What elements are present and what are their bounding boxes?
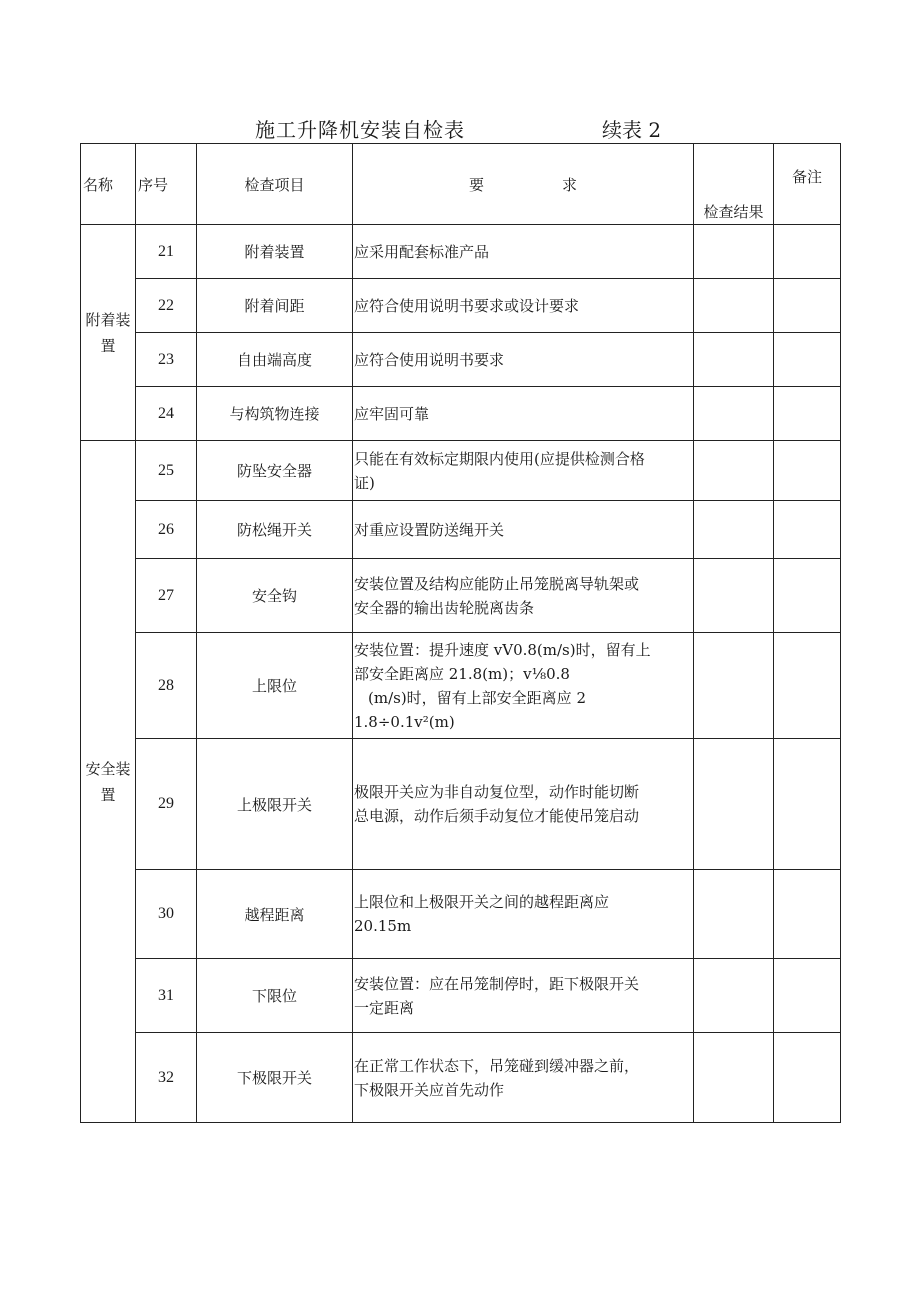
- note-cell[interactable]: [774, 739, 841, 870]
- requirement-line: 上限位和上极限开关之间的越程距离应: [354, 893, 610, 911]
- group-name-line: 附着装: [85, 310, 131, 329]
- result-cell[interactable]: [694, 870, 774, 959]
- row-number: 24: [136, 387, 197, 441]
- requirement-line: 1.8÷0.1v²(m): [354, 712, 455, 731]
- table-row: [81, 441, 841, 501]
- result-cell[interactable]: [694, 441, 774, 501]
- result-cell[interactable]: [694, 279, 774, 333]
- check-item: 防坠安全器: [197, 441, 353, 501]
- table-row: [81, 387, 841, 441]
- requirement-line: 应符合使用说明书要求或设计要求: [354, 296, 580, 315]
- check-item: 附着装置: [197, 225, 353, 279]
- header-requirement: [353, 144, 694, 225]
- continuation-label: 续表 2: [602, 118, 662, 142]
- row-number: 31: [136, 959, 197, 1033]
- requirement-line: 一定距离: [354, 998, 415, 1017]
- requirement-line: 证): [354, 473, 375, 492]
- result-cell[interactable]: [694, 1033, 774, 1123]
- group-name-line: 置: [100, 336, 116, 355]
- header-name: 名称: [81, 144, 136, 225]
- note-cell[interactable]: [774, 959, 841, 1033]
- row-number: 21: [136, 225, 197, 279]
- header-note: 备注: [774, 144, 841, 225]
- note-cell[interactable]: [774, 1033, 841, 1123]
- form-title: 施工升降机安装自检表: [255, 118, 465, 142]
- result-cell[interactable]: [694, 333, 774, 387]
- requirement: [353, 441, 694, 501]
- check-item: 防松绳开关: [197, 501, 353, 559]
- group-name-line: 置: [100, 785, 116, 804]
- result-cell[interactable]: [694, 959, 774, 1033]
- check-item: 越程距离: [197, 870, 353, 959]
- requirement: [353, 559, 694, 633]
- table-row: [81, 633, 841, 739]
- check-item: 与构筑物连接: [197, 387, 353, 441]
- requirement-line: 只能在有效标定期限内使用(应提供检测合格: [354, 449, 645, 468]
- requirement: [353, 633, 694, 739]
- table-row: [81, 333, 841, 387]
- check-item: 附着间距: [197, 279, 353, 333]
- row-number: 30: [136, 870, 197, 959]
- result-cell[interactable]: [694, 559, 774, 633]
- note-cell[interactable]: [774, 279, 841, 333]
- requirement-line: 安装位置：应在吊笼制停时，距下极限开关: [354, 974, 640, 993]
- result-cell[interactable]: [694, 387, 774, 441]
- result-cell[interactable]: [694, 739, 774, 870]
- check-item: 下极限开关: [197, 1033, 353, 1123]
- table-row: [81, 559, 841, 633]
- requirement: [353, 870, 694, 959]
- requirement-line: 安装位置：提升速度 vV0.8(m∕s)时，留有上: [354, 640, 651, 659]
- check-item: 下限位: [197, 959, 353, 1033]
- requirement: [353, 279, 694, 333]
- requirement: [353, 387, 694, 441]
- requirement: [353, 225, 694, 279]
- row-number: 29: [136, 739, 197, 870]
- table-row: [81, 279, 841, 333]
- group-name-line: 安全装: [85, 759, 131, 778]
- header-requirement-left: 要: [468, 175, 484, 194]
- table-header-row: [81, 144, 841, 225]
- table-row: [81, 870, 841, 959]
- inspection-table: [80, 143, 841, 1123]
- requirement: [353, 1033, 694, 1123]
- requirement-line: 总电源，动作后须手动复位才能使吊笼启动: [354, 807, 640, 825]
- row-number: 32: [136, 1033, 197, 1123]
- row-number: 28: [136, 633, 197, 739]
- row-number: 26: [136, 501, 197, 559]
- note-cell[interactable]: [774, 333, 841, 387]
- requirement-line: 在正常工作状态下，吊笼碰到缓冲器之前，: [354, 1056, 640, 1075]
- header-item: 检查项目: [197, 144, 353, 225]
- check-item: 上极限开关: [197, 739, 353, 870]
- header-no: 序号: [136, 144, 197, 225]
- header-result: 检查结果: [694, 144, 774, 225]
- check-item: 上限位: [197, 633, 353, 739]
- requirement-line: 应符合使用说明书要求: [354, 350, 505, 369]
- note-cell[interactable]: [774, 387, 841, 441]
- requirement-line: 极限开关应为非自动复位型，动作时能切断: [354, 783, 640, 801]
- note-cell[interactable]: [774, 225, 841, 279]
- note-cell[interactable]: [774, 559, 841, 633]
- table-row: [81, 225, 841, 279]
- header-requirement-right: 求: [562, 175, 578, 194]
- result-cell[interactable]: [694, 633, 774, 739]
- group-name: [81, 441, 136, 1123]
- requirement-line: 安全器的输出齿轮脱离齿条: [354, 598, 535, 617]
- table-row: [81, 501, 841, 559]
- requirement-line: 部安全距离应 21.8(m)；v⅛0.8: [354, 664, 570, 683]
- requirement-line: 应采用配套标准产品: [354, 242, 490, 261]
- note-cell[interactable]: [774, 441, 841, 501]
- requirement-line: 20.15m: [354, 917, 412, 935]
- requirement: [353, 333, 694, 387]
- requirement-line: 对重应设置防送绳开关: [354, 520, 505, 539]
- check-item: 安全钩: [197, 559, 353, 633]
- table-row: [81, 1033, 841, 1123]
- requirement-line: (m∕s)时，留有上部安全距离应 2: [368, 688, 586, 707]
- note-cell[interactable]: [774, 870, 841, 959]
- requirement-line: 应牢固可靠: [354, 404, 430, 423]
- row-number: 22: [136, 279, 197, 333]
- requirement-line: 安装位置及结构应能防止吊笼脱离导轨架或: [354, 574, 640, 593]
- row-number: 25: [136, 441, 197, 501]
- result-cell[interactable]: [694, 225, 774, 279]
- table-row: [81, 959, 841, 1033]
- requirement: [353, 739, 694, 870]
- row-number: 27: [136, 559, 197, 633]
- result-cell[interactable]: [694, 501, 774, 559]
- check-item: 自由端高度: [197, 333, 353, 387]
- group-name: [81, 225, 136, 441]
- requirement: [353, 959, 694, 1033]
- note-cell[interactable]: [774, 633, 841, 739]
- row-number: 23: [136, 333, 197, 387]
- requirement-line: 下极限开关应首先动作: [354, 1080, 505, 1099]
- table-row: [81, 739, 841, 870]
- requirement: [353, 501, 694, 559]
- note-cell[interactable]: [774, 501, 841, 559]
